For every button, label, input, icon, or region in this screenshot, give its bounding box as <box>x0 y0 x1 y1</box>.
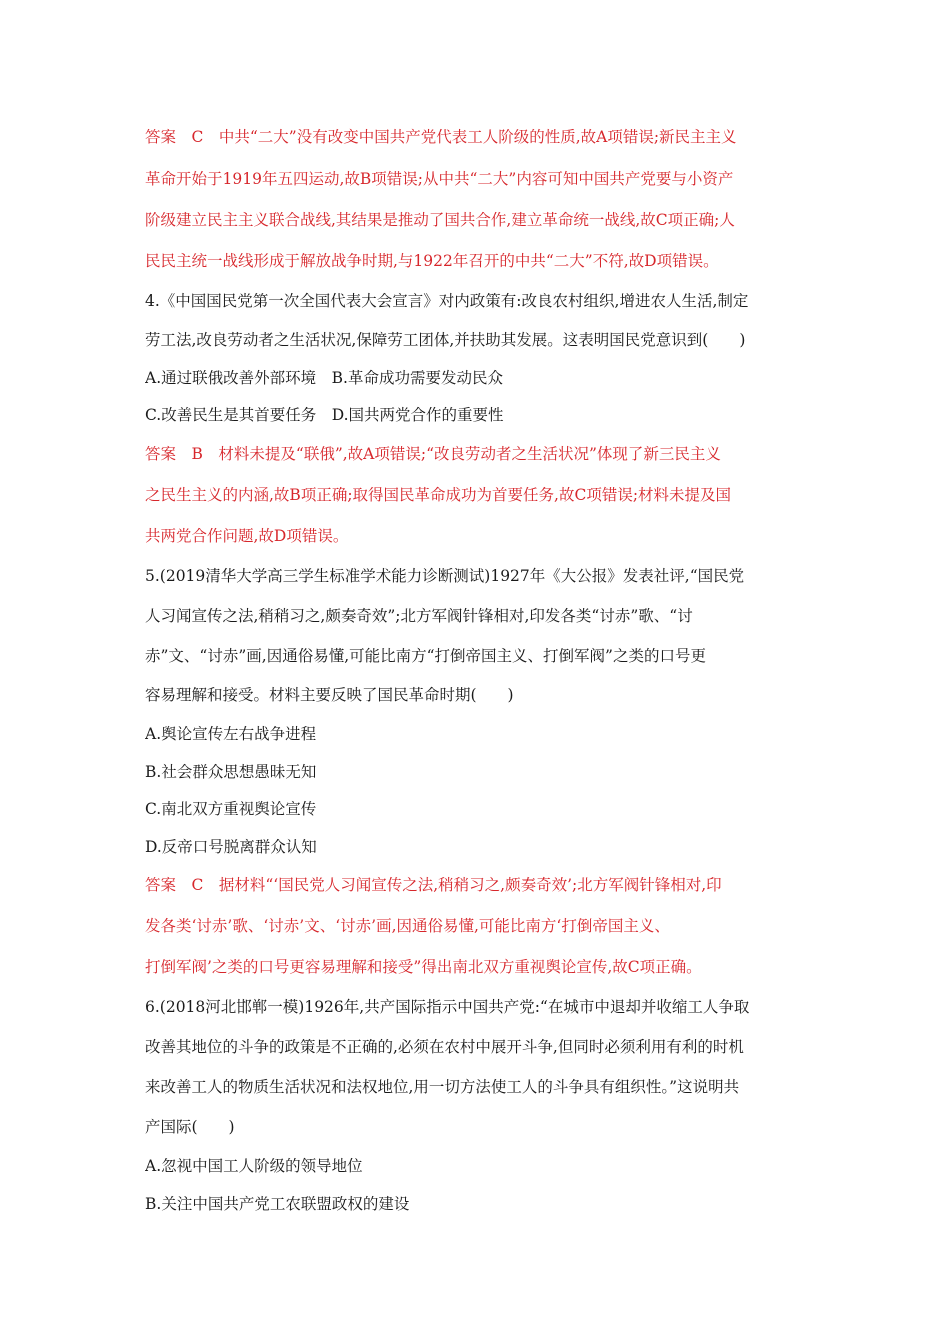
question-6-option-b: B.关注中国共产党工农联盟政权的建设 <box>145 1195 410 1213</box>
question-6-stem-line: 改善其地位的斗争的政策是不正确的,必须在农村中展开斗争,但同时必须利用有利的时机 <box>145 1038 744 1056</box>
question-6-option-a: A.忽视中国工人阶级的领导地位 <box>145 1157 363 1175</box>
question-4-stem-line: 4.《中国国民党第一次全国代表大会宣言》对内政策有:改良农村组织,增进农人生活,制定 <box>145 292 749 310</box>
question-4-options-row: A.通过联俄改善外部环境 B.革命成功需要发动民众 <box>145 369 503 387</box>
question-4-stem-line: 劳工法,改良劳动者之生活状况,保障劳工团体,并扶助其发展。这表明国民党意识到( ) <box>145 331 746 349</box>
question-5-option-a: A.舆论宣传左右战争进程 <box>145 725 317 743</box>
question-5-stem-line: 赤”文、“讨赤”画,因通俗易懂,可能比南方“打倒帝国主义、打倒军阀”之类的口号更 <box>145 647 706 665</box>
question-5-stem-line: 人习闻宣传之法,稍稍习之,颇奏奇效”;北方军阀针锋相对,印发各类“讨赤”歌、“讨 <box>145 607 693 625</box>
question-5-stem-line: 容易理解和接受。材料主要反映了国民革命时期( ) <box>145 686 514 704</box>
answer-4-line: 之民生主义的内涵,故B项正确;取得国民革命成功为首要任务,故C项错误;材料未提及国 <box>145 486 732 504</box>
answer-3-line: 民民主统一战线形成于解放战争时期,与1922年召开的中共“二大”不符,故D项错误。 <box>145 252 719 270</box>
question-5-stem-line: 5.(2019清华大学高三学生标准学术能力诊断测试)1927年《大公报》发表社评,“国民党 <box>145 567 745 585</box>
answer-3-line: 革命开始于1919年五四运动,故B项错误;从中共“二大”内容可知中国共产党要与小资产 <box>145 170 734 188</box>
answer-5-line: 发各类‘讨赤’歌、‘讨赤’文、‘讨赤’画,因通俗易懂,可能比南方‘打倒帝国主义、 <box>145 917 670 935</box>
answer-5-line: 答案 C 据材料“‘国民党人习闻宣传之法,稍稍习之,颇奏奇效’;北方军阀针锋相对,印 <box>145 876 722 894</box>
answer-3-line: 答案 C 中共“二大”没有改变中国共产党代表工人阶级的性质,故A项错误;新民主主义 <box>145 128 737 146</box>
answer-5-line: 打倒军阀’之类的口号更容易理解和接受”得出南北双方重视舆论宣传,故C项正确。 <box>145 958 702 976</box>
answer-4-line: 共两党合作问题,故D项错误。 <box>145 527 349 545</box>
question-5-option-b: B.社会群众思想愚昧无知 <box>145 763 317 781</box>
question-6-stem-line: 产国际( ) <box>145 1118 235 1136</box>
question-6-stem-line: 来改善工人的物质生活状况和法权地位,用一切方法使工人的斗争具有组织性。”这说明共 <box>145 1078 740 1096</box>
answer-3-line: 阶级建立民主主义联合战线,其结果是推动了国共合作,建立革命统一战线,故C项正确;人 <box>145 211 735 229</box>
question-6-stem-line: 6.(2018河北邯郸一模)1926年,共产国际指示中国共产党:“在城市中退却并收缩工人争取 <box>145 998 750 1016</box>
question-5-option-d: D.反帝口号脱离群众认知 <box>145 838 317 856</box>
answer-4-line: 答案 B 材料未提及“联俄”,故A项错误;“改良劳动者之生活状况”体现了新三民主义 <box>145 445 721 463</box>
question-4-options-row: C.改善民生是其首要任务 D.国共两党合作的重要性 <box>145 406 504 424</box>
question-5-option-c: C.南北双方重视舆论宣传 <box>145 800 317 818</box>
